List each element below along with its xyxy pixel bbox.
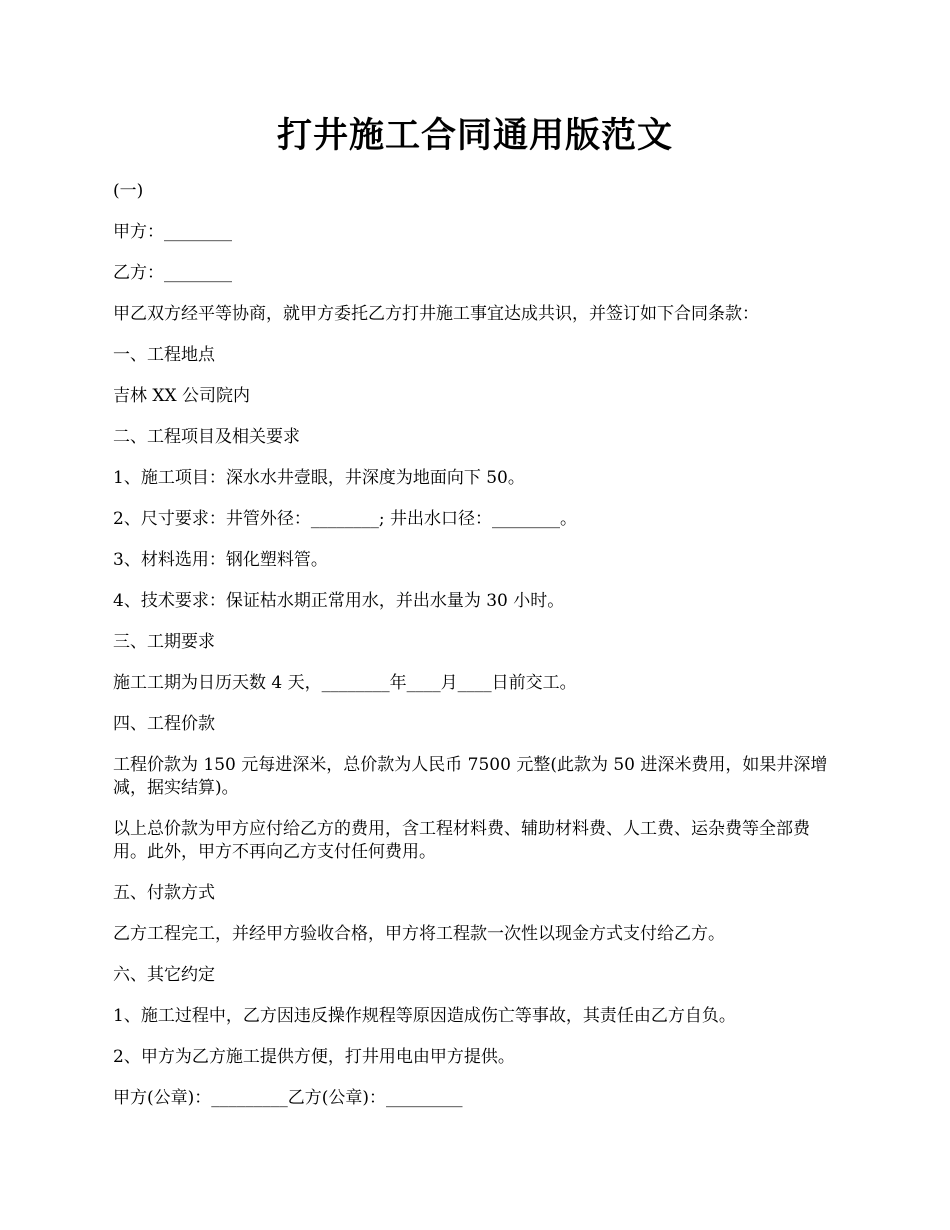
other-clause-2: 2、甲方为乙方施工提供方便，打井用电由甲方提供。 — [113, 1047, 515, 1067]
heading-other: 六、其它约定 — [113, 965, 215, 985]
party-b-line: 乙方：________ — [113, 263, 232, 283]
heading-price: 四、工程价款 — [113, 714, 215, 734]
other-clause-1: 1、施工过程中，乙方因违反操作规程等原因造成伤亡等事故，其责任由乙方自负。 — [113, 1006, 736, 1026]
signature-line: 甲方(公章)：_________乙方(公章)：_________ — [113, 1088, 463, 1108]
clause-technical: 4、技术要求：保证枯水期正常用水，并出水量为 30 小时。 — [113, 591, 565, 611]
document-body — [113, 180, 843, 1128]
heading-location: 一、工程地点 — [113, 345, 215, 365]
payment-text: 乙方工程完工，并经甲方验收合格，甲方将工程款一次性以现金方式支付给乙方。 — [113, 924, 725, 944]
clause-size: 2、尺寸要求：井管外径：________; 井出水口径：________。 — [113, 509, 577, 529]
price-scope-text: 以上总价款为甲方应付给乙方的费用，含工程材料费、辅助材料费、人工费、运杂费等全部费用。此外，甲方不再向乙方支付任何费用。 — [113, 819, 810, 862]
heading-project: 二、工程项目及相关要求 — [113, 427, 300, 447]
section-marker: (一) — [113, 181, 144, 201]
party-a-line: 甲方：________ — [113, 222, 232, 242]
price-text: 工程价款为 150 元每进深米，总价款为人民币 7500 元整(此款为 50 进深米费用，如果井深增减，据实结算)。 — [113, 755, 828, 798]
document-title: 打井施工合同通用版范文 — [276, 115, 673, 156]
heading-payment: 五、付款方式 — [113, 883, 215, 903]
heading-schedule: 三、工期要求 — [113, 632, 215, 652]
preamble: 甲乙双方经平等协商，就甲方委托乙方打井施工事宜达成共识，并签订如下合同条款： — [113, 304, 759, 324]
schedule-text: 施工工期为日历天数 4 天，________年____月____日前交工。 — [113, 673, 577, 693]
clause-material: 3、材料选用：钢化塑料管。 — [113, 550, 328, 570]
clause-project-item: 1、施工项目：深水水井壹眼，井深度为地面向下 50。 — [113, 468, 525, 488]
location-text: 吉林 XX 公司院内 — [113, 386, 251, 406]
